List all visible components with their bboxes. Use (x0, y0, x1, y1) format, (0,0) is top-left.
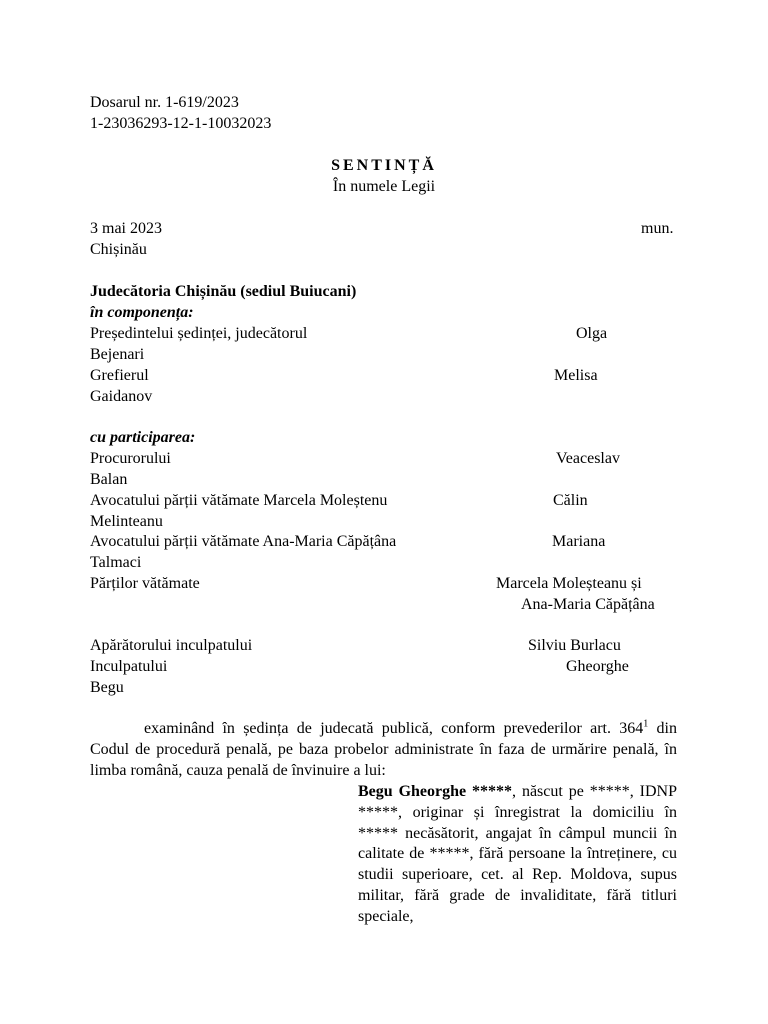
defendant-first-name: Gheorghe (566, 658, 629, 675)
defendant-last-name: Begu (90, 679, 124, 696)
clerk-last-name: Gaidanov (90, 388, 153, 405)
prosecutor-role: Procurorului (90, 450, 171, 467)
judgment-place-prefix: mun. (641, 220, 674, 237)
document-title: SENTINȚĂ (331, 157, 437, 174)
president-last-name: Bejenari (90, 346, 145, 363)
clerk-first-name: Melisa (554, 367, 598, 384)
prosecutor-first-name: Veaceslav (556, 450, 620, 467)
participants-label: cu participarea: (90, 429, 196, 446)
judgment-date: 3 mai 2023 (90, 220, 162, 237)
victims-role: Părților vătămate (90, 575, 200, 592)
defendant-details: , născut pe *****, IDNP *****, originar și înregistrat la domiciliu în ***** necăsătorit, angajat în câmpul muncii în calitate de *****, fără persoane la întreținere, cu studii superioare, cet. al Rep. Moldova, supus militar, fără grade de invaliditate, fără titluri speciale, (358, 783, 678, 925)
defendant-identity-block (358, 782, 677, 928)
president-role: Președintelui ședinței, judecătorul (90, 325, 308, 342)
clerk-role: Grefierul (90, 367, 149, 384)
defender-name: Silviu Burlacu (528, 637, 621, 654)
case-file-number: Dosarul nr. 1-619/2023 (90, 94, 239, 111)
case-registry-number: 1-23036293-12-1-10032023 (90, 115, 272, 132)
defender-role: Apărătorului inculpatului (90, 637, 253, 654)
lawyer2-first-name: Mariana (552, 533, 606, 550)
prosecutor-last-name: Balan (90, 471, 128, 488)
court-name: Judecătoria Chișinău (sediul Buiucani) (90, 283, 357, 300)
composition-label: în componența: (90, 304, 194, 321)
lawyer2-role: Avocatului părții vătămate Ana-Maria Căpățâna (90, 533, 397, 550)
lawyer2-last-name: Talmaci (90, 554, 142, 571)
president-first-name: Olga (576, 325, 608, 342)
lawyer1-first-name: Călin (553, 492, 588, 509)
judgment-place-city: Chișinău (90, 241, 147, 258)
victims-line-2: Ana-Maria Căpățâna (521, 596, 655, 613)
intro-text: examinând în ședința de judecată publică, conform prevederilor art. 364 (144, 720, 644, 737)
defendant-role: Inculpatului (90, 658, 168, 675)
document-subtitle: În numele Legii (332, 178, 436, 195)
lawyer1-last-name: Melinteanu (90, 513, 163, 530)
intro-text-continued: din Codul de procedură penală, pe baza probelor administrate în faza de urmărire penală, în limba română, cauza penală de învinuire a lui: (90, 720, 677, 779)
victims-line-1: Marcela Moleșteanu și (496, 575, 642, 592)
lawyer1-role: Avocatului părții vătămate Marcela Moleștenu (90, 492, 388, 509)
article-superscript: 1 (643, 718, 649, 730)
intro-paragraph (90, 719, 677, 781)
defendant-name-bold: Begu Gheorghe ***** (358, 783, 513, 800)
